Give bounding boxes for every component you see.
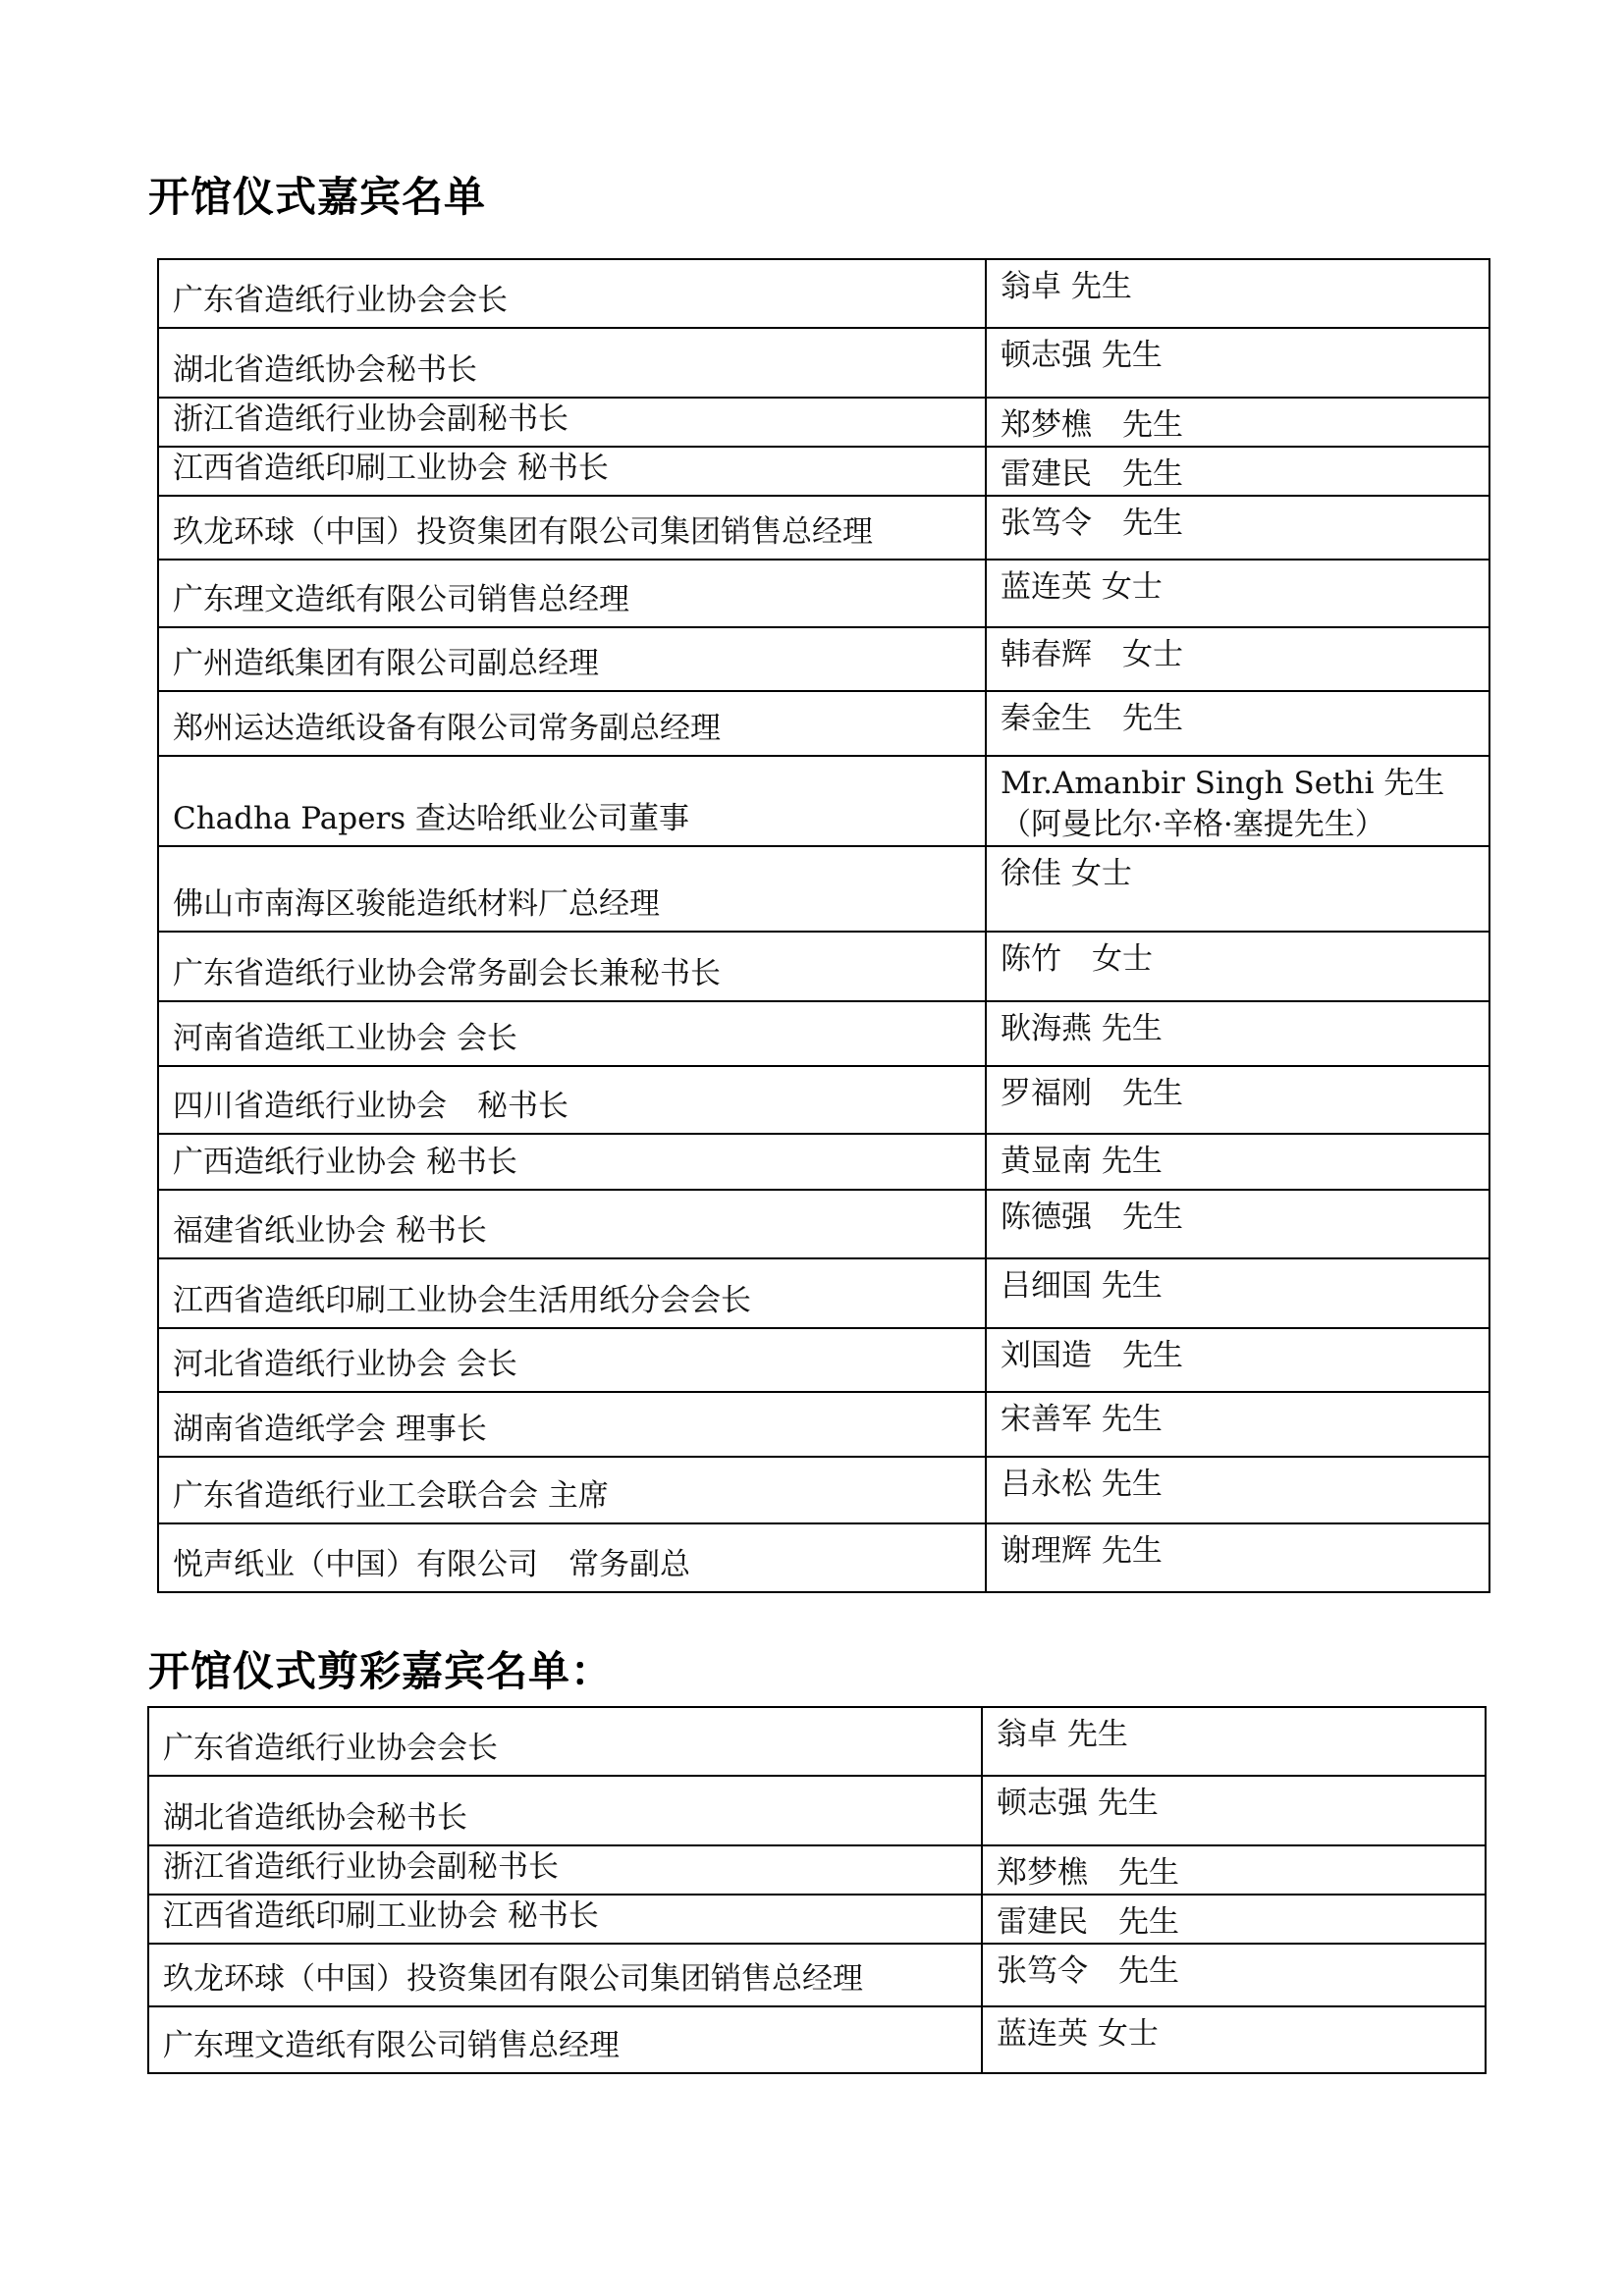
guest-name: 吕永松 先生 bbox=[1001, 1467, 1163, 1502]
guest-name: 陈竹 女士 bbox=[1001, 941, 1153, 977]
guest-row bbox=[148, 2006, 1486, 2073]
organization-title-cell: Chadha Papers 查达哈纸业公司董事 bbox=[158, 756, 986, 846]
guest-name-cell bbox=[982, 1944, 1486, 2006]
organization-title-cell: 广东省造纸行业协会会长 bbox=[148, 1707, 982, 1776]
guest-row bbox=[158, 496, 1489, 560]
guest-name-cell bbox=[986, 1258, 1489, 1328]
organization-title-cell: 河南省造纸工业协会 会长 bbox=[158, 1001, 986, 1066]
guest-name-cell bbox=[986, 1392, 1489, 1457]
guest-name: 罗福刚 先生 bbox=[1001, 1076, 1183, 1111]
guest-name-cell bbox=[986, 1134, 1489, 1190]
organization-title-cell: 江西省造纸印刷工业协会 秘书长 bbox=[158, 447, 986, 496]
guest-name: 雷建民 先生 bbox=[997, 1904, 1179, 1940]
organization-title-cell: 浙江省造纸行业协会副秘书长 bbox=[158, 398, 986, 447]
guest-name-cell bbox=[982, 1776, 1486, 1845]
organization-title-cell: 湖南省造纸学会 理事长 bbox=[158, 1392, 986, 1457]
organization-title-cell: 江西省造纸印刷工业协会 秘书长 bbox=[148, 1895, 982, 1944]
guest-name: 翁卓 先生 bbox=[997, 1717, 1128, 1752]
guest-name-cell bbox=[986, 398, 1489, 447]
guest-row bbox=[158, 1001, 1489, 1066]
guest-row bbox=[158, 328, 1489, 398]
guest-name: 张笃令 先生 bbox=[997, 1953, 1179, 1989]
organization-title-cell: 广东省造纸行业工会联合会 主席 bbox=[158, 1457, 986, 1523]
guest-name-cell bbox=[982, 1895, 1486, 1944]
guest-name-cell bbox=[986, 627, 1489, 691]
organization-title-cell: 广东省造纸行业协会常务副会长兼秘书长 bbox=[158, 932, 986, 1001]
guest-name-cell bbox=[986, 1001, 1489, 1066]
guest-row bbox=[158, 932, 1489, 1001]
organization-title-cell: 广州造纸集团有限公司副总经理 bbox=[158, 627, 986, 691]
organization-title-cell: 四川省造纸行业协会 秘书长 bbox=[158, 1066, 986, 1134]
guest-row bbox=[158, 846, 1489, 932]
guest-name-cell bbox=[986, 560, 1489, 627]
guest-name: 顿志强 先生 bbox=[997, 1786, 1159, 1821]
organization-title-cell: 悦声纸业（中国）有限公司 常务副总 bbox=[158, 1523, 986, 1592]
guest-name: 耿海燕 先生 bbox=[1001, 1011, 1163, 1046]
ribbon-cutting-guest-body bbox=[148, 1707, 1486, 2073]
guest-name-cell bbox=[986, 691, 1489, 756]
guest-name-cell bbox=[986, 846, 1489, 932]
guest-name: 黄显南 先生 bbox=[1001, 1144, 1163, 1179]
guest-row bbox=[158, 1328, 1489, 1392]
organization-title-cell: 广东省造纸行业协会会长 bbox=[158, 259, 986, 328]
guest-name-cell bbox=[986, 932, 1489, 1001]
guest-row bbox=[158, 627, 1489, 691]
guest-name-chinese: （阿曼比尔·辛格·塞提先生） bbox=[1001, 807, 1385, 842]
organization-title-cell: 玖龙环球（中国）投资集团有限公司集团销售总经理 bbox=[158, 496, 986, 560]
guest-row bbox=[158, 1134, 1489, 1190]
guest-name: 徐佳 女士 bbox=[1001, 856, 1132, 891]
organization-title-cell: 广东理文造纸有限公司销售总经理 bbox=[148, 2006, 982, 2073]
guest-list-body bbox=[158, 259, 1489, 1592]
guest-name-cell bbox=[986, 259, 1489, 328]
guest-name-cell bbox=[986, 1328, 1489, 1392]
organization-title-cell: 广西造纸行业协会 秘书长 bbox=[158, 1134, 986, 1190]
guest-row bbox=[158, 1392, 1489, 1457]
guest-row bbox=[158, 1066, 1489, 1134]
guest-name: 谢理辉 先生 bbox=[1001, 1533, 1163, 1569]
guest-name: 郑梦樵 先生 bbox=[997, 1855, 1179, 1891]
guest-name: 蓝连英 女士 bbox=[997, 2016, 1159, 2052]
guest-row bbox=[158, 1523, 1489, 1592]
guest-row bbox=[148, 1895, 1486, 1944]
guest-row bbox=[158, 1258, 1489, 1328]
guest-row bbox=[148, 1707, 1486, 1776]
guest-name-cell bbox=[986, 1066, 1489, 1134]
guest-name: 陈德强 先生 bbox=[1001, 1200, 1183, 1235]
guest-name: 张笃令 先生 bbox=[1001, 506, 1183, 541]
guest-row bbox=[148, 1944, 1486, 2006]
guest-row bbox=[158, 756, 1489, 846]
guest-row bbox=[148, 1776, 1486, 1845]
guest-name-cell bbox=[982, 1707, 1486, 1776]
organization-title-cell: 广东理文造纸有限公司销售总经理 bbox=[158, 560, 986, 627]
organization-title-cell: 河北省造纸行业协会 会长 bbox=[158, 1328, 986, 1392]
guest-row bbox=[158, 691, 1489, 756]
guest-row bbox=[148, 1845, 1486, 1895]
ribbon-cutting-guest-table bbox=[147, 1706, 1487, 2074]
guest-name: 翁卓 先生 bbox=[1001, 269, 1132, 304]
guest-row bbox=[158, 560, 1489, 627]
organization-title-cell: 郑州运达造纸设备有限公司常务副总经理 bbox=[158, 691, 986, 756]
guest-row bbox=[158, 1190, 1489, 1258]
guest-name-cell bbox=[986, 496, 1489, 560]
guest-row bbox=[158, 1457, 1489, 1523]
guest-name-cell bbox=[982, 1845, 1486, 1895]
guest-row bbox=[158, 259, 1489, 328]
guest-row bbox=[158, 447, 1489, 496]
guest-name-cell bbox=[986, 1523, 1489, 1592]
guest-name-cell bbox=[986, 1457, 1489, 1523]
guest-name-cell bbox=[986, 756, 1489, 846]
guest-row bbox=[158, 398, 1489, 447]
guest-list-title: 开馆仪式嘉宾名单 bbox=[148, 173, 487, 221]
guest-name: 秦金生 先生 bbox=[1001, 701, 1183, 736]
guest-name-cell bbox=[986, 447, 1489, 496]
guest-name: 吕细国 先生 bbox=[1001, 1268, 1163, 1304]
organization-title-cell: 福建省纸业协会 秘书长 bbox=[158, 1190, 986, 1258]
guest-name: 顿志强 先生 bbox=[1001, 338, 1163, 373]
guest-name-cell bbox=[986, 1190, 1489, 1258]
guest-name-cell bbox=[982, 2006, 1486, 2073]
organization-title-cell: 江西省造纸印刷工业协会生活用纸分会会长 bbox=[158, 1258, 986, 1328]
guest-name: Mr.Amanbir Singh Sethi 先生 bbox=[1001, 766, 1445, 801]
guest-name: 郑梦樵 先生 bbox=[1001, 407, 1183, 443]
guest-list-table bbox=[157, 258, 1490, 1593]
guest-name: 雷建民 先生 bbox=[1001, 456, 1183, 492]
organization-title-cell: 湖北省造纸协会秘书长 bbox=[158, 328, 986, 398]
guest-name: 韩春辉 女士 bbox=[1001, 637, 1183, 672]
organization-title-cell: 浙江省造纸行业协会副秘书长 bbox=[148, 1845, 982, 1895]
guest-name: 刘国造 先生 bbox=[1001, 1338, 1183, 1373]
organization-title-cell: 湖北省造纸协会秘书长 bbox=[148, 1776, 982, 1845]
ribbon-cutting-guest-list-title: 开馆仪式剪彩嘉宾名单： bbox=[148, 1647, 614, 1695]
guest-name: 宋善军 先生 bbox=[1001, 1402, 1163, 1437]
organization-title-cell: 玖龙环球（中国）投资集团有限公司集团销售总经理 bbox=[148, 1944, 982, 2006]
guest-name: 蓝连英 女士 bbox=[1001, 569, 1163, 605]
guest-name-cell bbox=[986, 328, 1489, 398]
organization-title-cell: 佛山市南海区骏能造纸材料厂总经理 bbox=[158, 846, 986, 932]
